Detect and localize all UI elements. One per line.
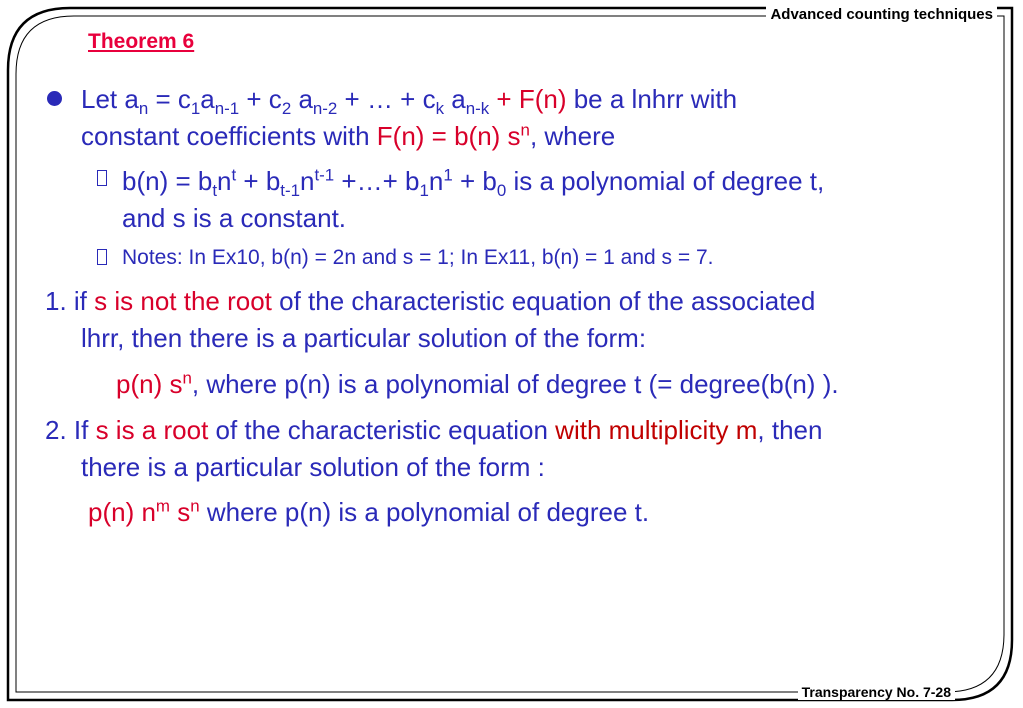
intro-line-1: Let $a_n = c_1a_{n-1} + c_2$ $a_{n-2}$ + … + $c_k$ $a_{n-k} + F(n)$ be a lnhrr with [81, 84, 738, 119]
case1-line-1: 1. if s is not the root of the characteristic equation of the associated [45, 286, 816, 316]
case1-line-2: lhrr, then there is a particular solution of the form: [81, 323, 647, 353]
sub-bullet-icon [97, 170, 107, 186]
sub1-line-2: and s is a constant. [122, 203, 347, 233]
header-label: Advanced counting techniques [766, 6, 997, 23]
intro-line-2: constant coefficients with F(n) = b(n) $s^n$, where [81, 120, 616, 151]
sub-bullet-icon [97, 249, 107, 265]
case2-line-2: there is a particular solution of the form : [81, 452, 545, 482]
sub2-notes: Notes: In Ex10, b(n) = 2n and s = 1; In Ex11, b(n) = 1 and s = 7. [122, 246, 714, 269]
case2-line-1: 2. If s is a root of the characteristic equation with multiplicity m, then [45, 415, 823, 445]
bullet-dot-icon [47, 91, 62, 106]
slide-title: Theorem 6 [88, 30, 195, 53]
sub1-line-1: $b(n) = b_tn^t + b_{t-1}n^{t-1}$ +…+ $b_1n^1 + b_0$ is a polynomial of degree t, [122, 165, 825, 201]
footer-label: Transparency No. 7-28 [798, 684, 955, 700]
case2-line-3: p(n) $n^m$ $s^n$ where p(n) is a polynomial of degree t. [88, 496, 650, 527]
case1-line-3: p(n) $s^n$, where p(n) is a polynomial of degree t (= degree(b(n) ). [116, 368, 839, 399]
